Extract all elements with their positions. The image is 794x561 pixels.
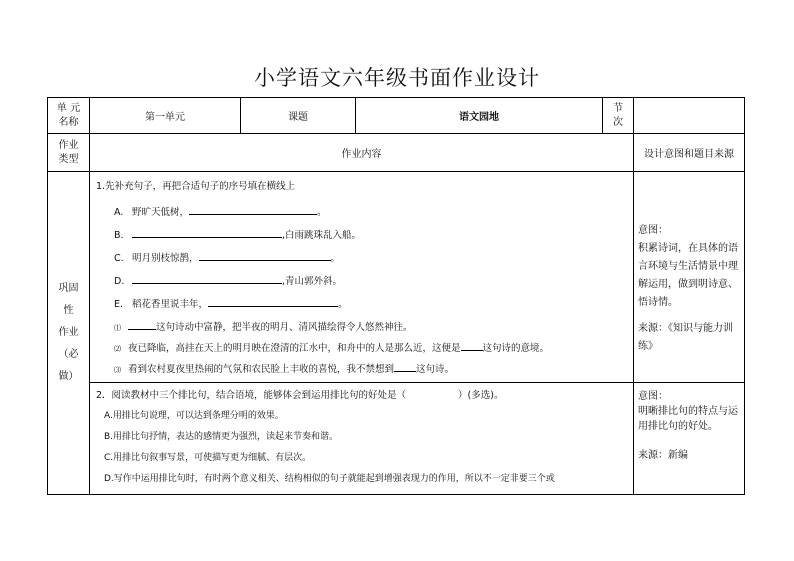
scenario-item: [96, 319, 627, 333]
question-1-intent: [634, 172, 745, 383]
choice-option: C.用排比句叙事写景，可使描写更为细腻、有层次。: [104, 453, 312, 463]
poem-line-item: [96, 250, 627, 264]
homework-type-text: 巩固: [58, 283, 79, 294]
poem-line-item: [96, 204, 627, 218]
question-1-intent-label: 意图：: [638, 225, 668, 236]
item-letter: B.: [114, 230, 124, 241]
homework-type-cell: [48, 172, 90, 495]
item-letter: C.: [114, 253, 124, 264]
question-2-source: 来源：新编: [638, 450, 688, 461]
fill-in-blank: [208, 297, 338, 307]
type-column-header: [48, 134, 90, 172]
question-1-source: 来源：《知识与能力训练》: [638, 323, 733, 352]
poem-line-item: [96, 273, 627, 287]
unit-name-label-text: 单 元: [56, 102, 81, 114]
scenario-number: ⑵: [114, 345, 121, 353]
item-letter: E.: [114, 299, 124, 310]
item-text-after: 。: [330, 253, 341, 264]
unit-name-value: 第一单元: [90, 98, 241, 134]
poem-line-item: [96, 296, 627, 310]
fill-in-blank: [132, 228, 282, 238]
section-value: [634, 98, 745, 134]
section-label-text: 节: [613, 102, 623, 114]
fill-in-blank: [394, 362, 416, 372]
answer-space: [406, 389, 458, 398]
homework-type-text: 性: [63, 305, 74, 316]
choice-option: D.写作中运用排比句时，有时两个意义相关、结构相似的句子就能起到增强表现力的作用，所以不一定非要三个或: [104, 474, 555, 484]
homework-type-text: 作业: [58, 327, 79, 338]
scenario-text-before: 看到农村夏夜里热闹的气氛和农民脸上丰收的喜悦，我不禁想到: [128, 364, 395, 375]
content-column-header: 作业内容: [90, 134, 634, 172]
item-text-after: 。: [338, 299, 348, 310]
intent-column-header: 设计意图和题目来源: [634, 134, 745, 172]
unit-name-label-text: 名称: [58, 116, 79, 128]
item-text-after: ,白雨跳珠乱入船。: [282, 230, 362, 241]
scenario-text-before: 夜已降临，高挂在天上的明月映在澄清的江水中，和舟中的人是那么近，这便是: [128, 343, 461, 354]
question-2-stem-start: 2．阅读教材中三个排比句，结合语境，能够体会到运用排比句的好处是（: [96, 390, 407, 401]
question-1-content: [90, 172, 634, 383]
item-text-before: 稻花香里说丰年，: [132, 299, 209, 310]
item-text-after: ,青山郭外斜。: [282, 276, 343, 287]
item-letter: D.: [114, 276, 125, 287]
item-text-after: 。: [317, 207, 327, 218]
question-1-intent-text: 积累诗词，在具体的语言环境与生活情景中理解运用，做到明诗意、悟诗情。: [638, 243, 738, 308]
question-2-row: [48, 383, 745, 495]
section-label-text: 次: [613, 116, 623, 128]
unit-name-label: [48, 98, 90, 134]
page-title: 小学语文六年级书面作业设计: [254, 66, 540, 90]
fill-in-blank: [199, 251, 331, 261]
poem-line-item: [96, 227, 627, 241]
fill-in-blank: [461, 341, 483, 351]
question-1-stem: 1.先补充句子，再把合适句子的序号填在横线上: [96, 181, 296, 192]
item-text-before: 野旷天低树，: [132, 207, 190, 218]
type-label-text: 作业: [58, 139, 79, 151]
fill-in-blank: [189, 205, 317, 215]
homework-type-text: 做）: [58, 371, 79, 382]
question-2-stem-end: ）(多选)。: [458, 390, 504, 401]
question-2-intent-text: 明晰排比句的特点与运用排比句的好处。: [638, 406, 738, 432]
item-text-before: 明月别枝惊鹊，: [132, 253, 199, 264]
choice-option: B.用排比句抒情，表达的感情更为强烈，读起来节奏和谐。: [104, 432, 339, 442]
lesson-value: 语文园地: [356, 98, 603, 134]
scenario-text-after: 这句诗。: [416, 364, 455, 375]
column-header-row: [48, 134, 745, 172]
scenario-item: [96, 361, 627, 375]
scenario-number: ⑶: [114, 366, 121, 374]
type-label-text: 类型: [58, 153, 79, 165]
item-letter: A.: [114, 207, 124, 218]
question-2-stem: [96, 387, 627, 401]
header-row: [48, 98, 745, 134]
choice-option: A.用排比句说理，可以达到条理分明的效果。: [104, 411, 284, 421]
lesson-label: 课题: [241, 98, 356, 134]
scenario-number: ⑴: [114, 324, 121, 332]
fill-in-blank: [132, 274, 282, 284]
fill-in-blank: [128, 320, 156, 330]
homework-design-table: [47, 97, 745, 495]
question-2-intent-label: 意图：: [638, 391, 668, 402]
scenario-text-after: 这句诗的意境。: [482, 343, 550, 354]
section-label: [603, 98, 634, 134]
question-2-intent: [634, 383, 745, 495]
question-2-content: [90, 383, 634, 495]
scenario-text-after: 这句诗动中富静，把半夜的明月、清风描绘得令人悠然神往。: [156, 322, 413, 333]
scenario-item: [96, 340, 627, 354]
question-1-row: [48, 172, 745, 383]
homework-type-text: （必: [58, 349, 79, 360]
